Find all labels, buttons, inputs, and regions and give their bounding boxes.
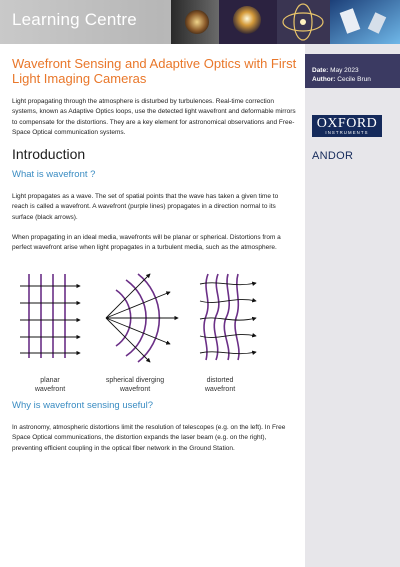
paragraph: In astronomy, atmospheric distortions limit the resolution of telescopes (e.g. on the left). In Free Space Optical communications, the distortion expands the laser beam (e.g. on the right), preventing efficient coupling in the optical fiber network in the Ground Station.: [12, 424, 286, 452]
caption-line: distorted: [206, 377, 234, 384]
logo-sub-text: INSTRUMENTS: [325, 130, 369, 135]
caption-line: planar: [40, 377, 60, 384]
oxford-instruments-logo: [312, 115, 382, 137]
wavefront-curve: [224, 274, 229, 360]
header-banner: [0, 0, 400, 44]
propagation-arrow: [106, 292, 170, 318]
banner-image-strip: [171, 0, 400, 44]
caption-line: wavefront: [34, 386, 66, 393]
wavefront-diagram: [12, 270, 297, 365]
propagation-arrow: [106, 318, 170, 344]
wavefront-curve: [235, 274, 239, 360]
author-value: Cecile Brun: [337, 76, 371, 83]
subsection-heading: What is wavefront ?: [12, 169, 96, 180]
article-title: Wavefront Sensing and Adaptive Optics with First Light Imaging Cameras: [12, 56, 297, 86]
propagation-arrow: [200, 335, 256, 338]
spherical-wavefront-figure: [106, 274, 178, 362]
caption-line: spherical diverging: [105, 377, 165, 384]
planar-wavefront-figure: [20, 274, 80, 358]
logo-primary-text: OXFORD: [316, 116, 378, 131]
paragraph: When propagating in an ideal media, wavefronts will be planar or spherical. Distortions from a perfect wavefront arise when light propagates in a turbulent media, such as the atmosphere.: [12, 234, 281, 252]
andor-logo: ANDOR: [312, 150, 354, 162]
date-value: May 2023: [330, 67, 359, 74]
author-label: Author:: [312, 76, 336, 83]
propagation-arrow: [200, 318, 256, 320]
meta-info: [312, 66, 371, 84]
distorted-wavefront-figure: [200, 274, 256, 360]
subsection-heading: Why is wavefront sensing useful?: [12, 400, 153, 411]
wavefront-curve: [214, 274, 219, 360]
paragraph: Light propagates as a wave. The set of spatial points that the wave has taken a given time to reach is called a wavefront. A wavefront (purple lines) propagates in a direction normal to its surface (black arrows).: [12, 193, 279, 221]
date-label: Date:: [312, 67, 329, 74]
section-heading: Introduction: [12, 146, 86, 162]
caption-line: wavefront: [204, 386, 236, 393]
propagation-arrow: [200, 283, 256, 285]
caption-line: wavefront: [119, 386, 151, 393]
wavefront-curve: [204, 274, 208, 360]
intro-paragraph: Light propagating through the atmosphere is disturbed by turbulences. Real-time correction systems, known as Adaptive Optics loops, use the detected light wavefront and deformable mirrors to compensate for the distortions. They are a key element for astronomical observations and Free-Space Optical communication systems.: [12, 98, 296, 137]
caption-planar: [14, 376, 86, 394]
banner-title: Learning Centre: [12, 10, 137, 29]
caption-distorted: [186, 376, 254, 394]
caption-spherical: [94, 376, 176, 394]
